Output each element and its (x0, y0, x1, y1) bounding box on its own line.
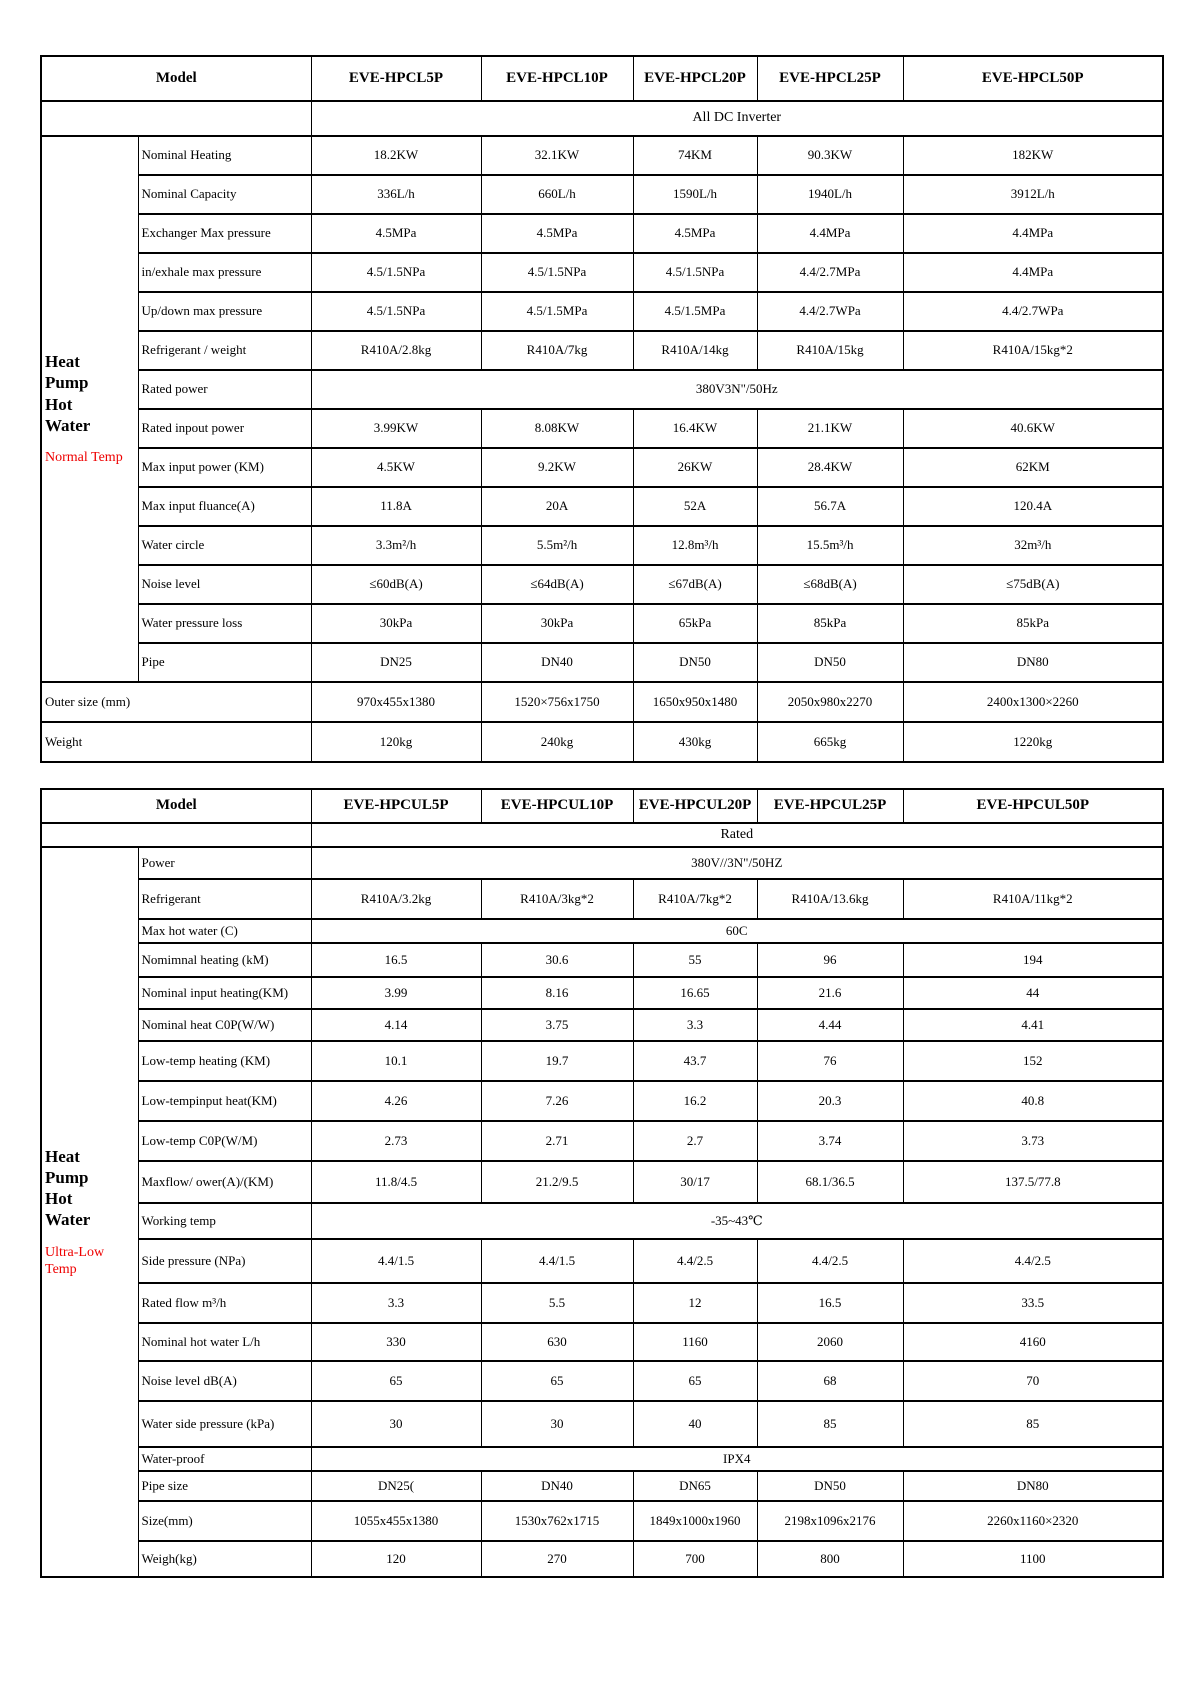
table-row (41, 1283, 1163, 1323)
spec-value-cell: 3.99 (311, 977, 481, 1009)
spec-value-cell: 30kPa (481, 604, 633, 643)
empty-label-cell (41, 101, 311, 136)
spec-value-cell: R410A/11kg*2 (903, 879, 1163, 919)
table-row (41, 1361, 1163, 1401)
table-row (41, 643, 1163, 682)
spec-value-span-cell: -35~43℃ (311, 1203, 1163, 1239)
table-row (41, 409, 1163, 448)
table-footer-row (41, 722, 1163, 762)
table-row (41, 1471, 1163, 1501)
spec-value-cell: 16.5 (311, 943, 481, 977)
spec-value-cell: R410A/14kg (633, 331, 757, 370)
model-header-cell: Model (41, 789, 311, 823)
spec-value-cell: 76 (757, 1041, 903, 1081)
spec-value-cell: 5.5 (481, 1283, 633, 1323)
spec-value-cell: 120kg (311, 722, 481, 762)
row-label: Exchanger Max pressure (138, 214, 311, 253)
spec-value-cell: 1160 (633, 1323, 757, 1361)
spec-value-cell: 21.2/9.5 (481, 1161, 633, 1203)
row-label: Nominal Heating (138, 136, 311, 175)
spec-value-cell: 2260x1160×2320 (903, 1501, 1163, 1541)
group-title-line: Water (45, 415, 91, 435)
table-row (41, 977, 1163, 1009)
spec-value-cell: 800 (757, 1541, 903, 1577)
spec-value-cell: 4.5MPa (633, 214, 757, 253)
table-row (41, 175, 1163, 214)
spec-value-cell: 56.7A (757, 487, 903, 526)
spec-value-cell: 1220kg (903, 722, 1163, 762)
spec-value-cell: 30 (311, 1401, 481, 1447)
spec-value-cell: 40.8 (903, 1081, 1163, 1121)
ultra-low-temp-spec-table (40, 788, 1164, 1578)
spec-value-cell: 11.8A (311, 487, 481, 526)
spec-value-cell: 32m³/h (903, 526, 1163, 565)
group-title-line: Pump (45, 1167, 89, 1187)
table-footer-row (41, 682, 1163, 722)
spec-value-cell: 4.5/1.5NPa (311, 253, 481, 292)
group-subtitle: Ultra-Low Temp (45, 1244, 105, 1277)
spec-value-cell: 970x455x1380 (311, 682, 481, 722)
table-row (41, 136, 1163, 175)
spec-value-cell: 4.5KW (311, 448, 481, 487)
spec-value-cell: 3.99KW (311, 409, 481, 448)
spec-value-cell: 4.5/1.5MPa (633, 292, 757, 331)
row-label: Water-proof (138, 1447, 311, 1471)
table-header-row (41, 56, 1163, 101)
spec-value-cell: ≤67dB(A) (633, 565, 757, 604)
spec-value-cell: 4.4MPa (903, 214, 1163, 253)
spec-value-cell: 21.6 (757, 977, 903, 1009)
normal-temp-spec-table (40, 55, 1164, 763)
table-row (41, 214, 1163, 253)
spec-value-cell: 240kg (481, 722, 633, 762)
spec-value-cell: 30kPa (311, 604, 481, 643)
spec-value-cell: 660L/h (481, 175, 633, 214)
spec-value-cell: 52A (633, 487, 757, 526)
spec-value-cell: ≤64dB(A) (481, 565, 633, 604)
spec-value-cell: 4.4MPa (757, 214, 903, 253)
spec-value-cell: R410A/3.2kg (311, 879, 481, 919)
spec-value-cell: 2400x1300×2260 (903, 682, 1163, 722)
spec-value-cell: 20.3 (757, 1081, 903, 1121)
spec-value-cell: 4.5/1.5MPa (481, 292, 633, 331)
spec-value-cell: 40.6KW (903, 409, 1163, 448)
row-label: Weight (41, 722, 311, 762)
subheader-value-cell: All DC Inverter (311, 101, 1163, 136)
spec-value-span-cell: 380V3N"/50Hz (311, 370, 1163, 409)
spec-value-cell: 4.4/2.7WPa (903, 292, 1163, 331)
spec-value-cell: 2050x980x2270 (757, 682, 903, 722)
spec-value-cell: 9.2KW (481, 448, 633, 487)
spec-value-cell: 30/17 (633, 1161, 757, 1203)
spec-value-cell: 8.08KW (481, 409, 633, 448)
group-title-line: Water (45, 1210, 91, 1230)
spec-value-cell: 12.8m³/h (633, 526, 757, 565)
spec-value-cell: 1650x950x1480 (633, 682, 757, 722)
spec-value-cell: 4.5/1.5NPa (311, 292, 481, 331)
spec-value-cell: 68 (757, 1361, 903, 1401)
spec-value-cell: ≤75dB(A) (903, 565, 1163, 604)
table-row (41, 1081, 1163, 1121)
spec-value-cell: R410A/7kg*2 (633, 879, 757, 919)
model-column-header: EVE-HPCL20P (633, 56, 757, 101)
spec-value-cell: 1055x455x1380 (311, 1501, 481, 1541)
spec-value-cell: 2198x1096x2176 (757, 1501, 903, 1541)
spec-value-cell: R410A/2.8kg (311, 331, 481, 370)
spec-value-cell: DN40 (481, 643, 633, 682)
row-label: Noise level dB(A) (138, 1361, 311, 1401)
table-row (41, 526, 1163, 565)
spec-value-cell: 4.4/2.5 (903, 1239, 1163, 1283)
row-label: Side pressure (NPa) (138, 1239, 311, 1283)
table-row (41, 879, 1163, 919)
spec-value-cell: 4.41 (903, 1009, 1163, 1041)
spec-value-cell: 16.5 (757, 1283, 903, 1323)
spec-value-cell: 700 (633, 1541, 757, 1577)
spec-value-cell: 74KM (633, 136, 757, 175)
spec-value-cell: 15.5m³/h (757, 526, 903, 565)
spec-value-cell: 30.6 (481, 943, 633, 977)
table-row (41, 1041, 1163, 1081)
spec-value-cell: 16.65 (633, 977, 757, 1009)
spec-value-cell: 21.1KW (757, 409, 903, 448)
group-title-line: Heat (45, 352, 80, 372)
spec-value-cell: 12 (633, 1283, 757, 1323)
spec-value-cell: 44 (903, 977, 1163, 1009)
spec-value-cell: 65 (311, 1361, 481, 1401)
row-label: Pipe (138, 643, 311, 682)
row-label: Maxflow/ ower(A)/(KM) (138, 1161, 311, 1203)
spec-value-cell: 4.14 (311, 1009, 481, 1041)
spec-value-cell: 16.2 (633, 1081, 757, 1121)
spec-value-cell: 1100 (903, 1541, 1163, 1577)
spec-value-cell: 2.71 (481, 1121, 633, 1161)
table-row (41, 1009, 1163, 1041)
spec-value-cell: 68.1/36.5 (757, 1161, 903, 1203)
spec-value-cell: 4160 (903, 1323, 1163, 1361)
spec-value-cell: 18.2KW (311, 136, 481, 175)
table-row (41, 370, 1163, 409)
spec-value-cell: 4.26 (311, 1081, 481, 1121)
row-label: Up/down max pressure (138, 292, 311, 331)
table-row (41, 1121, 1163, 1161)
spec-value-cell: 19.7 (481, 1041, 633, 1081)
row-label: Water circle (138, 526, 311, 565)
spec-value-cell: DN40 (481, 1471, 633, 1501)
spec-value-cell: 4.44 (757, 1009, 903, 1041)
row-label: Nomimnal heating (kM) (138, 943, 311, 977)
spec-value-cell: 152 (903, 1041, 1163, 1081)
row-label: Power (138, 847, 311, 879)
model-column-header: EVE-HPCL25P (757, 56, 903, 101)
spec-value-cell: 85kPa (757, 604, 903, 643)
table-row (41, 487, 1163, 526)
spec-value-cell: 3912L/h (903, 175, 1163, 214)
row-label: Working temp (138, 1203, 311, 1239)
spec-value-cell: R410A/13.6kg (757, 879, 903, 919)
spec-value-cell: 120 (311, 1541, 481, 1577)
model-header-cell: Model (41, 56, 311, 101)
group-title-line: Pump (45, 373, 89, 393)
spec-value-cell: 1849x1000x1960 (633, 1501, 757, 1541)
group-title-line: Hot (45, 394, 73, 414)
spec-value-cell: 40 (633, 1401, 757, 1447)
row-label: Max input power (KM) (138, 448, 311, 487)
spec-value-cell: 28.4KW (757, 448, 903, 487)
spec-value-span-cell: 380V//3N"/50HZ (311, 847, 1163, 879)
spec-value-cell: 16.4KW (633, 409, 757, 448)
spec-value-cell: 85 (757, 1401, 903, 1447)
table-row (41, 919, 1163, 943)
spec-value-cell: 4.4MPa (903, 253, 1163, 292)
table-row (41, 331, 1163, 370)
spec-value-span-cell: IPX4 (311, 1447, 1163, 1471)
spec-value-cell: 4.4/1.5 (311, 1239, 481, 1283)
row-label: Weigh(kg) (138, 1541, 311, 1577)
spec-value-cell: 4.4/2.7MPa (757, 253, 903, 292)
row-label: Low-temp C0P(W/M) (138, 1121, 311, 1161)
table-row (41, 1239, 1163, 1283)
spec-value-cell: 30 (481, 1401, 633, 1447)
spec-value-cell: 43.7 (633, 1041, 757, 1081)
spec-value-cell: 4.5MPa (311, 214, 481, 253)
spec-value-cell: 96 (757, 943, 903, 977)
spec-value-cell: 26KW (633, 448, 757, 487)
spec-value-cell: 194 (903, 943, 1163, 977)
model-column-header: EVE-HPCUL20P (633, 789, 757, 823)
spec-value-cell: ≤68dB(A) (757, 565, 903, 604)
spec-value-cell: 4.4/2.5 (757, 1239, 903, 1283)
table-row (41, 1161, 1163, 1203)
table-subheader-row (41, 101, 1163, 136)
spec-value-cell: 8.16 (481, 977, 633, 1009)
spec-value-cell: DN80 (903, 1471, 1163, 1501)
spec-value-cell: 55 (633, 943, 757, 977)
row-group-cell (41, 847, 138, 1577)
spec-value-cell: 630 (481, 1323, 633, 1361)
spec-value-cell: DN50 (633, 643, 757, 682)
row-label: Nominal heat C0P(W/W) (138, 1009, 311, 1041)
subheader-value-cell: Rated (311, 823, 1163, 847)
spec-value-cell: 65 (481, 1361, 633, 1401)
spec-value-cell: 4.5MPa (481, 214, 633, 253)
spec-value-cell: 3.73 (903, 1121, 1163, 1161)
spec-value-cell: 336L/h (311, 175, 481, 214)
row-label: Max input fluance(A) (138, 487, 311, 526)
model-column-header: EVE-HPCL10P (481, 56, 633, 101)
row-label: Refrigerant (138, 879, 311, 919)
spec-value-cell: DN25 (311, 643, 481, 682)
spec-value-cell: 1590L/h (633, 175, 757, 214)
row-label: Nominal Capacity (138, 175, 311, 214)
table-header-row (41, 789, 1163, 823)
spec-value-cell: R410A/15kg*2 (903, 331, 1163, 370)
spec-value-cell: 62KM (903, 448, 1163, 487)
table-row (41, 1501, 1163, 1541)
row-label: Size(mm) (138, 1501, 311, 1541)
row-label: Max hot water (C) (138, 919, 311, 943)
row-label: Nominal input heating(KM) (138, 977, 311, 1009)
table-row (41, 292, 1163, 331)
row-label: Rated power (138, 370, 311, 409)
spec-value-cell: 182KW (903, 136, 1163, 175)
row-label: Water side pressure (kPa) (138, 1401, 311, 1447)
spec-value-cell: 137.5/77.8 (903, 1161, 1163, 1203)
spec-value-cell: 20A (481, 487, 633, 526)
spec-value-cell: 3.74 (757, 1121, 903, 1161)
spec-value-cell: 1520×756x1750 (481, 682, 633, 722)
spec-value-cell: R410A/7kg (481, 331, 633, 370)
spec-value-cell: 270 (481, 1541, 633, 1577)
row-label: Low-tempinput heat(KM) (138, 1081, 311, 1121)
row-label: Rated flow m³/h (138, 1283, 311, 1323)
spec-value-cell: 90.3KW (757, 136, 903, 175)
row-label: Water pressure loss (138, 604, 311, 643)
spec-value-cell: DN65 (633, 1471, 757, 1501)
spec-value-cell: 33.5 (903, 1283, 1163, 1323)
spec-value-cell: 5.5m²/h (481, 526, 633, 565)
row-label: Noise level (138, 565, 311, 604)
table-row (41, 448, 1163, 487)
spec-value-cell: DN80 (903, 643, 1163, 682)
spec-value-cell: 85kPa (903, 604, 1163, 643)
table-row (41, 1323, 1163, 1361)
table-row (41, 1203, 1163, 1239)
table-row (41, 943, 1163, 977)
spec-value-cell: 3.75 (481, 1009, 633, 1041)
spec-value-cell: 85 (903, 1401, 1163, 1447)
spec-value-cell: DN25( (311, 1471, 481, 1501)
table-subheader-row (41, 823, 1163, 847)
row-label: Refrigerant / weight (138, 331, 311, 370)
spec-value-cell: 2.73 (311, 1121, 481, 1161)
table-row (41, 847, 1163, 879)
row-label: Rated inpout power (138, 409, 311, 448)
table-row (41, 1541, 1163, 1577)
spec-value-cell: 1530x762x1715 (481, 1501, 633, 1541)
spec-value-cell: ≤60dB(A) (311, 565, 481, 604)
model-column-header: EVE-HPCUL25P (757, 789, 903, 823)
spec-value-cell: 120.4A (903, 487, 1163, 526)
spec-value-cell: 2060 (757, 1323, 903, 1361)
spec-value-cell: 3.3m²/h (311, 526, 481, 565)
spec-value-cell: 4.4/2.7WPa (757, 292, 903, 331)
spec-value-cell: R410A/3kg*2 (481, 879, 633, 919)
empty-label-cell (41, 823, 311, 847)
spec-value-cell: R410A/15kg (757, 331, 903, 370)
model-column-header: EVE-HPCL5P (311, 56, 481, 101)
group-title-line: Heat (45, 1146, 80, 1166)
spec-value-cell: 4.4/1.5 (481, 1239, 633, 1283)
spec-value-cell: DN50 (757, 1471, 903, 1501)
group-subtitle: Normal Temp (45, 450, 123, 466)
spec-value-cell: 65kPa (633, 604, 757, 643)
row-label: Pipe size (138, 1471, 311, 1501)
model-column-header: EVE-HPCUL10P (481, 789, 633, 823)
spec-value-cell: 3.3 (633, 1009, 757, 1041)
table-row (41, 1401, 1163, 1447)
model-column-header: EVE-HPCUL5P (311, 789, 481, 823)
table-row (41, 604, 1163, 643)
row-label: Nominal hot water L/h (138, 1323, 311, 1361)
table-row (41, 1447, 1163, 1471)
table-row (41, 565, 1163, 604)
model-column-header: EVE-HPCUL50P (903, 789, 1163, 823)
spec-value-cell: 3.3 (311, 1283, 481, 1323)
spec-value-cell: 4.5/1.5NPa (633, 253, 757, 292)
spec-value-cell: DN50 (757, 643, 903, 682)
spec-value-cell: 330 (311, 1323, 481, 1361)
spec-value-cell: 1940L/h (757, 175, 903, 214)
spec-value-cell: 2.7 (633, 1121, 757, 1161)
spec-value-span-cell: 60C (311, 919, 1163, 943)
spec-value-cell: 70 (903, 1361, 1163, 1401)
spec-value-cell: 10.1 (311, 1041, 481, 1081)
row-label: Outer size (mm) (41, 682, 311, 722)
spec-value-cell: 65 (633, 1361, 757, 1401)
table-row (41, 253, 1163, 292)
spec-value-cell: 4.5/1.5NPa (481, 253, 633, 292)
spec-value-cell: 430kg (633, 722, 757, 762)
spec-value-cell: 7.26 (481, 1081, 633, 1121)
row-group-cell (41, 136, 138, 682)
model-column-header: EVE-HPCL50P (903, 56, 1163, 101)
group-title-line: Hot (45, 1189, 73, 1209)
spec-value-cell: 11.8/4.5 (311, 1161, 481, 1203)
spec-value-cell: 32.1KW (481, 136, 633, 175)
spec-value-cell: 4.4/2.5 (633, 1239, 757, 1283)
row-label: Low-temp heating (KM) (138, 1041, 311, 1081)
row-label: in/exhale max pressure (138, 253, 311, 292)
spec-value-cell: 665kg (757, 722, 903, 762)
